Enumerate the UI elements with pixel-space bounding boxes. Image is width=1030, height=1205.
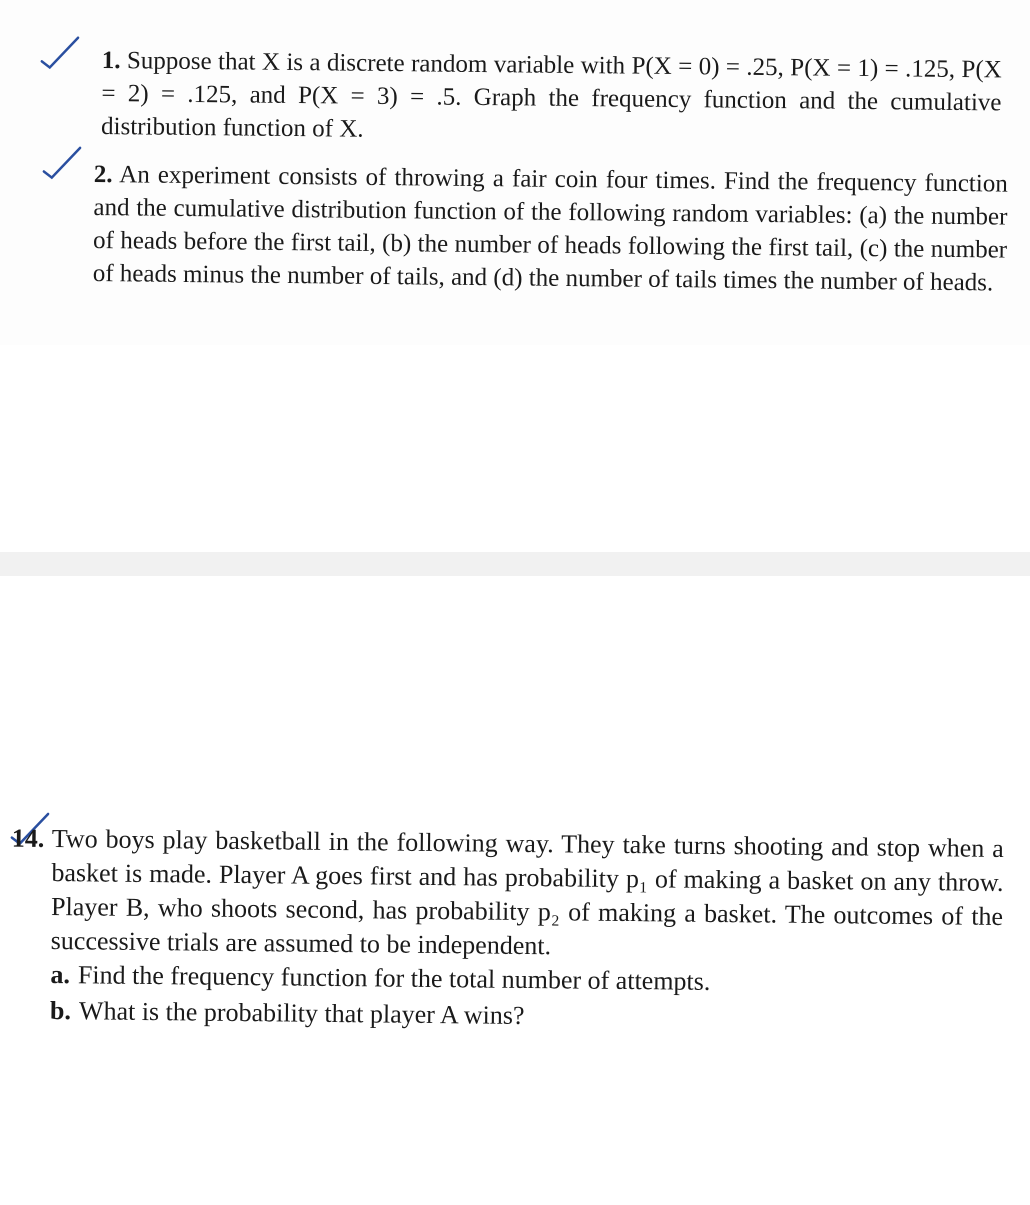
problem-14-text bbox=[11, 822, 1004, 968]
problem-number: 1. bbox=[101, 46, 121, 75]
problem-body: An experiment consists of throwing a fair coin four times. Find the frequency function and the cumulative distribution function of the following random variables: (a) the number of heads before the first tail, (b) the number of heads following the first tail, (c) the number of heads minus the number of tails, and (d) the number of tails times the number of heads. bbox=[92, 161, 1008, 297]
problem-14-part-b bbox=[50, 994, 1002, 1038]
problem-2 bbox=[93, 158, 1008, 300]
problem-14 bbox=[11, 822, 1004, 1038]
divider-band bbox=[0, 552, 1030, 576]
part-text: Find the frequency function for the total number of attempts. bbox=[77, 960, 711, 996]
problem-1 bbox=[101, 44, 1002, 152]
problem-2-text bbox=[93, 158, 1008, 300]
problem-number: 14. bbox=[11, 823, 45, 853]
part-label: b. bbox=[49, 995, 72, 1026]
part-label: a. bbox=[50, 959, 71, 990]
part-text: What is the probability that player A wins? bbox=[78, 996, 525, 1030]
problem-body: Two boys play basketball in the following way. They take turns shooting and stop when a basket is made. Player A goes first and has probability p₁ of making a basket on any throw. Player B, who shoots second, has probability p₂ of making a basket. The outcomes of the successive trials are assumed to be independent. bbox=[50, 823, 1004, 961]
problem-body: Suppose that X is a discrete random variable with P(X = 0) = .25, P(X = 1) = .125, P(X = 2) = .125, and P(X = 3) = .5. Graph the frequency function and the cumulative distribution function of X. bbox=[100, 47, 1002, 143]
problem-number: 2. bbox=[93, 160, 113, 189]
problem-1-text bbox=[101, 44, 1002, 152]
